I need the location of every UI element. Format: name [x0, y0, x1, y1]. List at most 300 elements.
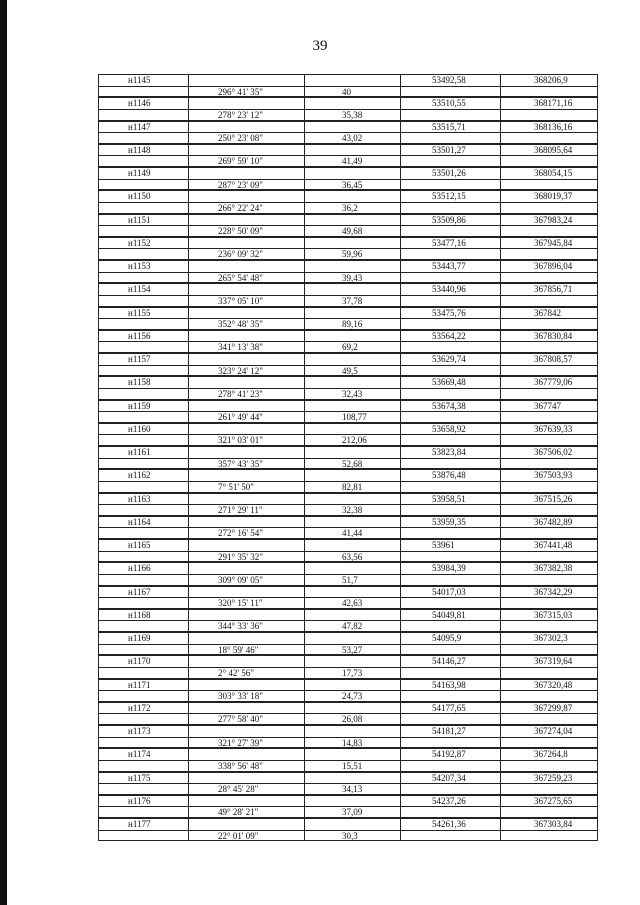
coord-y: 367639,33: [534, 423, 573, 434]
column-divider: [500, 447, 501, 458]
column-divider: [597, 773, 598, 784]
column-divider: [597, 680, 598, 691]
column-divider: [500, 296, 501, 306]
column-divider: [304, 749, 305, 760]
column-divider: [188, 575, 189, 585]
coord-x: 53443,77: [432, 261, 466, 271]
column-divider: [500, 598, 501, 608]
direction-angle: 287° 23' 09": [218, 179, 263, 190]
column-divider: [98, 621, 99, 631]
point-name: н1172: [128, 702, 151, 713]
column-divider: [597, 819, 598, 830]
column-divider: [500, 424, 501, 435]
column-divider: [98, 447, 99, 458]
column-divider: [400, 656, 401, 667]
column-divider: [500, 831, 501, 841]
column-divider: [500, 249, 501, 259]
column-divider: [98, 342, 99, 352]
segment-row: [98, 760, 598, 772]
column-divider: [304, 714, 305, 724]
point-row: [98, 469, 598, 481]
point-row: [98, 818, 598, 830]
segment-row: [98, 179, 598, 191]
column-divider: [98, 633, 99, 644]
coord-y: 367315,03: [534, 609, 573, 620]
column-divider: [500, 389, 501, 399]
coord-x: 54192,87: [432, 749, 466, 760]
segment-length: 212,06: [342, 435, 367, 446]
column-divider: [98, 249, 99, 259]
coord-x: 54237,26: [432, 795, 466, 806]
segment-length: 53,27: [342, 644, 363, 655]
column-divider: [400, 377, 401, 388]
column-divider: [188, 470, 189, 481]
segment-length: 49,68: [342, 226, 363, 237]
coord-x: 54177,65: [432, 702, 466, 713]
column-divider: [304, 761, 305, 771]
column-divider: [500, 587, 501, 598]
column-divider: [500, 773, 501, 784]
point-row: [98, 539, 598, 551]
coord-y: 368095,64: [534, 144, 573, 155]
segment-row: [98, 830, 598, 842]
column-divider: [98, 831, 99, 841]
point-row: [98, 609, 598, 621]
direction-angle: 303° 33' 18": [218, 691, 263, 702]
point-row: [98, 632, 598, 644]
column-divider: [400, 680, 401, 691]
column-divider: [597, 749, 598, 760]
column-divider: [400, 75, 401, 86]
column-divider: [188, 122, 189, 133]
direction-angle: 266° 22' 24": [218, 202, 263, 213]
point-name: н1168: [128, 609, 151, 620]
column-divider: [188, 621, 189, 631]
column-divider: [188, 308, 189, 319]
column-divider: [597, 668, 598, 678]
column-divider: [188, 389, 189, 399]
column-divider: [500, 331, 501, 342]
column-divider: [597, 215, 598, 226]
point-name: н1157: [128, 354, 151, 364]
column-divider: [597, 540, 598, 551]
segment-row: [98, 527, 598, 539]
segment-row: [98, 504, 598, 516]
coord-x: 53959,35: [432, 516, 466, 527]
column-divider: [304, 645, 305, 655]
coord-y: 368019,37: [534, 191, 573, 202]
column-divider: [400, 110, 401, 120]
column-divider: [188, 807, 189, 817]
column-divider: [188, 319, 189, 329]
direction-angle: 277° 58' 40": [218, 714, 263, 725]
coord-y: 367302,3: [534, 633, 568, 643]
coord-y: 367303,84: [534, 819, 573, 829]
segment-length: 36,45: [342, 179, 363, 190]
column-divider: [304, 215, 305, 226]
column-divider: [597, 424, 598, 435]
column-divider: [597, 168, 598, 179]
segment-length: 26,08: [342, 714, 363, 725]
point-row: [98, 214, 598, 226]
column-divider: [188, 761, 189, 771]
column-divider: [188, 738, 189, 748]
column-divider: [304, 482, 305, 492]
column-divider: [597, 156, 598, 166]
column-divider: [304, 691, 305, 701]
column-divider: [98, 482, 99, 492]
column-divider: [304, 470, 305, 481]
column-divider: [500, 482, 501, 492]
coord-y: 367299,87: [534, 702, 573, 713]
column-divider: [304, 517, 305, 528]
column-divider: [500, 308, 501, 319]
column-divider: [98, 784, 99, 794]
point-row: [98, 795, 598, 807]
coord-x: 53492,58: [432, 75, 466, 85]
column-divider: [98, 284, 99, 295]
point-name: н1160: [128, 423, 151, 434]
column-divider: [400, 645, 401, 655]
column-divider: [400, 587, 401, 598]
column-divider: [597, 133, 598, 143]
column-divider: [400, 831, 401, 841]
direction-angle: 265° 54' 48": [218, 272, 263, 283]
column-divider: [597, 807, 598, 817]
column-divider: [597, 366, 598, 376]
column-divider: [188, 133, 189, 143]
column-divider: [597, 598, 598, 608]
column-divider: [188, 784, 189, 794]
segment-row: [98, 737, 598, 749]
column-divider: [500, 621, 501, 631]
column-divider: [98, 656, 99, 667]
column-divider: [400, 819, 401, 830]
column-divider: [400, 122, 401, 133]
column-divider: [98, 145, 99, 156]
column-divider: [304, 412, 305, 422]
column-divider: [188, 331, 189, 342]
column-divider: [597, 354, 598, 365]
column-divider: [400, 784, 401, 794]
point-row: [98, 121, 598, 133]
column-divider: [188, 494, 189, 505]
column-divider: [400, 331, 401, 342]
point-row: [98, 423, 598, 435]
column-divider: [597, 633, 598, 644]
column-divider: [304, 110, 305, 120]
column-divider: [597, 482, 598, 492]
column-divider: [500, 133, 501, 143]
column-divider: [500, 505, 501, 515]
segment-row: [98, 690, 598, 702]
column-divider: [98, 412, 99, 422]
point-row: [98, 586, 598, 598]
column-divider: [597, 191, 598, 202]
coord-y: 368171,16: [534, 98, 573, 109]
column-divider: [500, 691, 501, 701]
column-divider: [500, 110, 501, 120]
coord-y: 367441,48: [534, 540, 573, 550]
column-divider: [500, 459, 501, 469]
column-divider: [304, 354, 305, 365]
segment-row: [98, 574, 598, 586]
segment-length: 37,78: [342, 295, 363, 306]
point-row: [98, 190, 598, 202]
column-divider: [597, 691, 598, 701]
segment-length: 51,7: [342, 574, 358, 585]
point-row: [98, 283, 598, 295]
direction-angle: 261° 49' 44": [218, 412, 263, 423]
column-divider: [597, 331, 598, 342]
column-divider: [500, 261, 501, 272]
column-divider: [400, 668, 401, 678]
column-divider: [400, 180, 401, 190]
column-divider: [98, 726, 99, 737]
direction-angle: 22° 01' 09": [218, 830, 259, 841]
coord-x: 53475,76: [432, 307, 466, 318]
column-divider: [500, 273, 501, 283]
column-divider: [597, 459, 598, 469]
column-divider: [400, 703, 401, 714]
column-divider: [188, 226, 189, 236]
column-divider: [98, 807, 99, 817]
column-divider: [98, 680, 99, 691]
column-divider: [597, 831, 598, 841]
point-name: н1145: [128, 75, 151, 85]
column-divider: [400, 412, 401, 422]
coord-x: 54017,03: [432, 586, 466, 597]
column-divider: [597, 645, 598, 655]
column-divider: [500, 714, 501, 724]
column-divider: [188, 261, 189, 272]
point-row: [98, 237, 598, 249]
point-name: н1165: [128, 540, 151, 550]
column-divider: [500, 238, 501, 249]
column-divider: [500, 680, 501, 691]
column-divider: [304, 621, 305, 631]
direction-angle: 291° 35' 32": [218, 551, 263, 562]
column-divider: [597, 273, 598, 283]
column-divider: [98, 668, 99, 678]
column-divider: [597, 738, 598, 748]
coord-x: 54261,36: [432, 819, 466, 829]
column-divider: [304, 459, 305, 469]
column-divider: [400, 366, 401, 376]
column-divider: [500, 319, 501, 329]
column-divider: [98, 377, 99, 388]
column-divider: [304, 133, 305, 143]
segment-row: [98, 620, 598, 632]
coord-y: 367482,89: [534, 516, 573, 527]
column-divider: [188, 412, 189, 422]
segment-row: [98, 458, 598, 470]
segment-row: [98, 551, 598, 563]
point-row: [98, 400, 598, 412]
point-name: н1152: [128, 237, 151, 248]
column-divider: [188, 563, 189, 574]
column-divider: [188, 215, 189, 226]
coord-y: 367842: [534, 307, 561, 318]
column-divider: [98, 156, 99, 166]
column-divider: [500, 494, 501, 505]
column-divider: [400, 807, 401, 817]
direction-angle: 18° 59' 46": [218, 644, 259, 655]
column-divider: [304, 156, 305, 166]
segment-length: 34,13: [342, 784, 363, 795]
column-divider: [400, 342, 401, 352]
point-name: н1174: [128, 749, 151, 760]
column-divider: [400, 528, 401, 538]
point-name: н1158: [128, 377, 151, 388]
column-divider: [597, 284, 598, 295]
column-divider: [500, 540, 501, 551]
column-divider: [304, 435, 305, 445]
column-divider: [500, 738, 501, 748]
coord-y: 368206,9: [534, 75, 568, 85]
column-divider: [98, 610, 99, 621]
column-divider: [98, 517, 99, 528]
segment-length: 47,82: [342, 621, 363, 632]
segment-length: 69,2: [342, 342, 358, 353]
column-divider: [400, 726, 401, 737]
column-divider: [304, 552, 305, 562]
point-name: н1164: [128, 516, 151, 527]
column-divider: [597, 401, 598, 412]
column-divider: [98, 575, 99, 585]
column-divider: [188, 831, 189, 841]
column-divider: [304, 87, 305, 97]
point-row: [98, 772, 598, 784]
point-name: н1176: [128, 795, 151, 806]
direction-angle: 271° 29' 11": [218, 505, 263, 516]
column-divider: [597, 435, 598, 445]
column-divider: [597, 575, 598, 585]
point-name: н1163: [128, 493, 151, 504]
column-divider: [98, 528, 99, 538]
column-divider: [188, 691, 189, 701]
column-divider: [98, 296, 99, 306]
column-divider: [597, 552, 598, 562]
column-divider: [98, 215, 99, 226]
column-divider: [400, 273, 401, 283]
column-divider: [400, 87, 401, 97]
column-divider: [400, 738, 401, 748]
column-divider: [400, 563, 401, 574]
column-divider: [400, 215, 401, 226]
point-name: н1147: [128, 121, 151, 132]
column-divider: [400, 598, 401, 608]
column-divider: [304, 494, 305, 505]
coord-y: 367515,26: [534, 493, 573, 504]
column-divider: [98, 819, 99, 830]
column-divider: [400, 575, 401, 585]
column-divider: [597, 656, 598, 667]
point-row: [98, 167, 598, 179]
column-divider: [400, 261, 401, 272]
column-divider: [597, 377, 598, 388]
coord-x: 54049,81: [432, 609, 466, 620]
direction-angle: 269° 59' 10": [218, 156, 263, 167]
point-row: [98, 725, 598, 737]
column-divider: [500, 575, 501, 585]
column-divider: [304, 342, 305, 352]
segment-length: 35,38: [342, 109, 363, 120]
column-divider: [188, 145, 189, 156]
column-divider: [500, 412, 501, 422]
segment-row: [98, 434, 598, 446]
column-divider: [400, 796, 401, 807]
column-divider: [597, 238, 598, 249]
coord-x: 53512,15: [432, 191, 466, 202]
direction-angle: 338° 56' 48": [218, 760, 263, 771]
column-divider: [98, 552, 99, 562]
column-divider: [188, 447, 189, 458]
column-divider: [188, 191, 189, 202]
point-row: [98, 702, 598, 714]
column-divider: [188, 773, 189, 784]
direction-angle: 49° 28' 21": [218, 807, 259, 818]
point-name: н1159: [128, 400, 151, 411]
direction-angle: 309° 09' 05": [218, 574, 263, 585]
direction-angle: 323° 24' 12": [218, 365, 263, 376]
coord-y: 367945,84: [534, 237, 573, 248]
column-divider: [188, 819, 189, 830]
coord-x: 53961: [432, 540, 455, 550]
column-divider: [400, 424, 401, 435]
column-divider: [98, 168, 99, 179]
segment-length: 32,43: [342, 388, 363, 399]
coord-x: 53515,71: [432, 121, 466, 132]
column-divider: [188, 424, 189, 435]
column-divider: [500, 215, 501, 226]
left-scan-edge: [0, 0, 7, 905]
coord-x: 53658,92: [432, 423, 466, 434]
segment-length: 41,49: [342, 156, 363, 167]
column-divider: [304, 308, 305, 319]
point-row: [98, 353, 598, 365]
column-divider: [304, 191, 305, 202]
coord-x: 53984,39: [432, 563, 466, 574]
column-divider: [500, 645, 501, 655]
column-divider: [597, 784, 598, 794]
column-divider: [400, 552, 401, 562]
direction-angle: 296° 41' 35": [218, 86, 263, 97]
coord-y: 367275,65: [534, 795, 573, 806]
column-divider: [400, 505, 401, 515]
column-divider: [400, 749, 401, 760]
column-divider: [188, 714, 189, 724]
column-divider: [304, 180, 305, 190]
column-divider: [500, 610, 501, 621]
column-divider: [188, 110, 189, 120]
column-divider: [304, 75, 305, 86]
direction-angle: 236° 09' 32": [218, 249, 263, 260]
coord-x: 54163,98: [432, 679, 466, 690]
column-divider: [98, 389, 99, 399]
point-name: н1153: [128, 261, 151, 271]
segment-length: 36,2: [342, 202, 358, 213]
point-row: [98, 74, 598, 86]
segment-length: 14,83: [342, 737, 363, 748]
column-divider: [304, 98, 305, 109]
column-divider: [188, 342, 189, 352]
column-divider: [304, 587, 305, 598]
coord-x: 53669,48: [432, 377, 466, 388]
column-divider: [188, 528, 189, 538]
column-divider: [304, 145, 305, 156]
column-divider: [597, 587, 598, 598]
